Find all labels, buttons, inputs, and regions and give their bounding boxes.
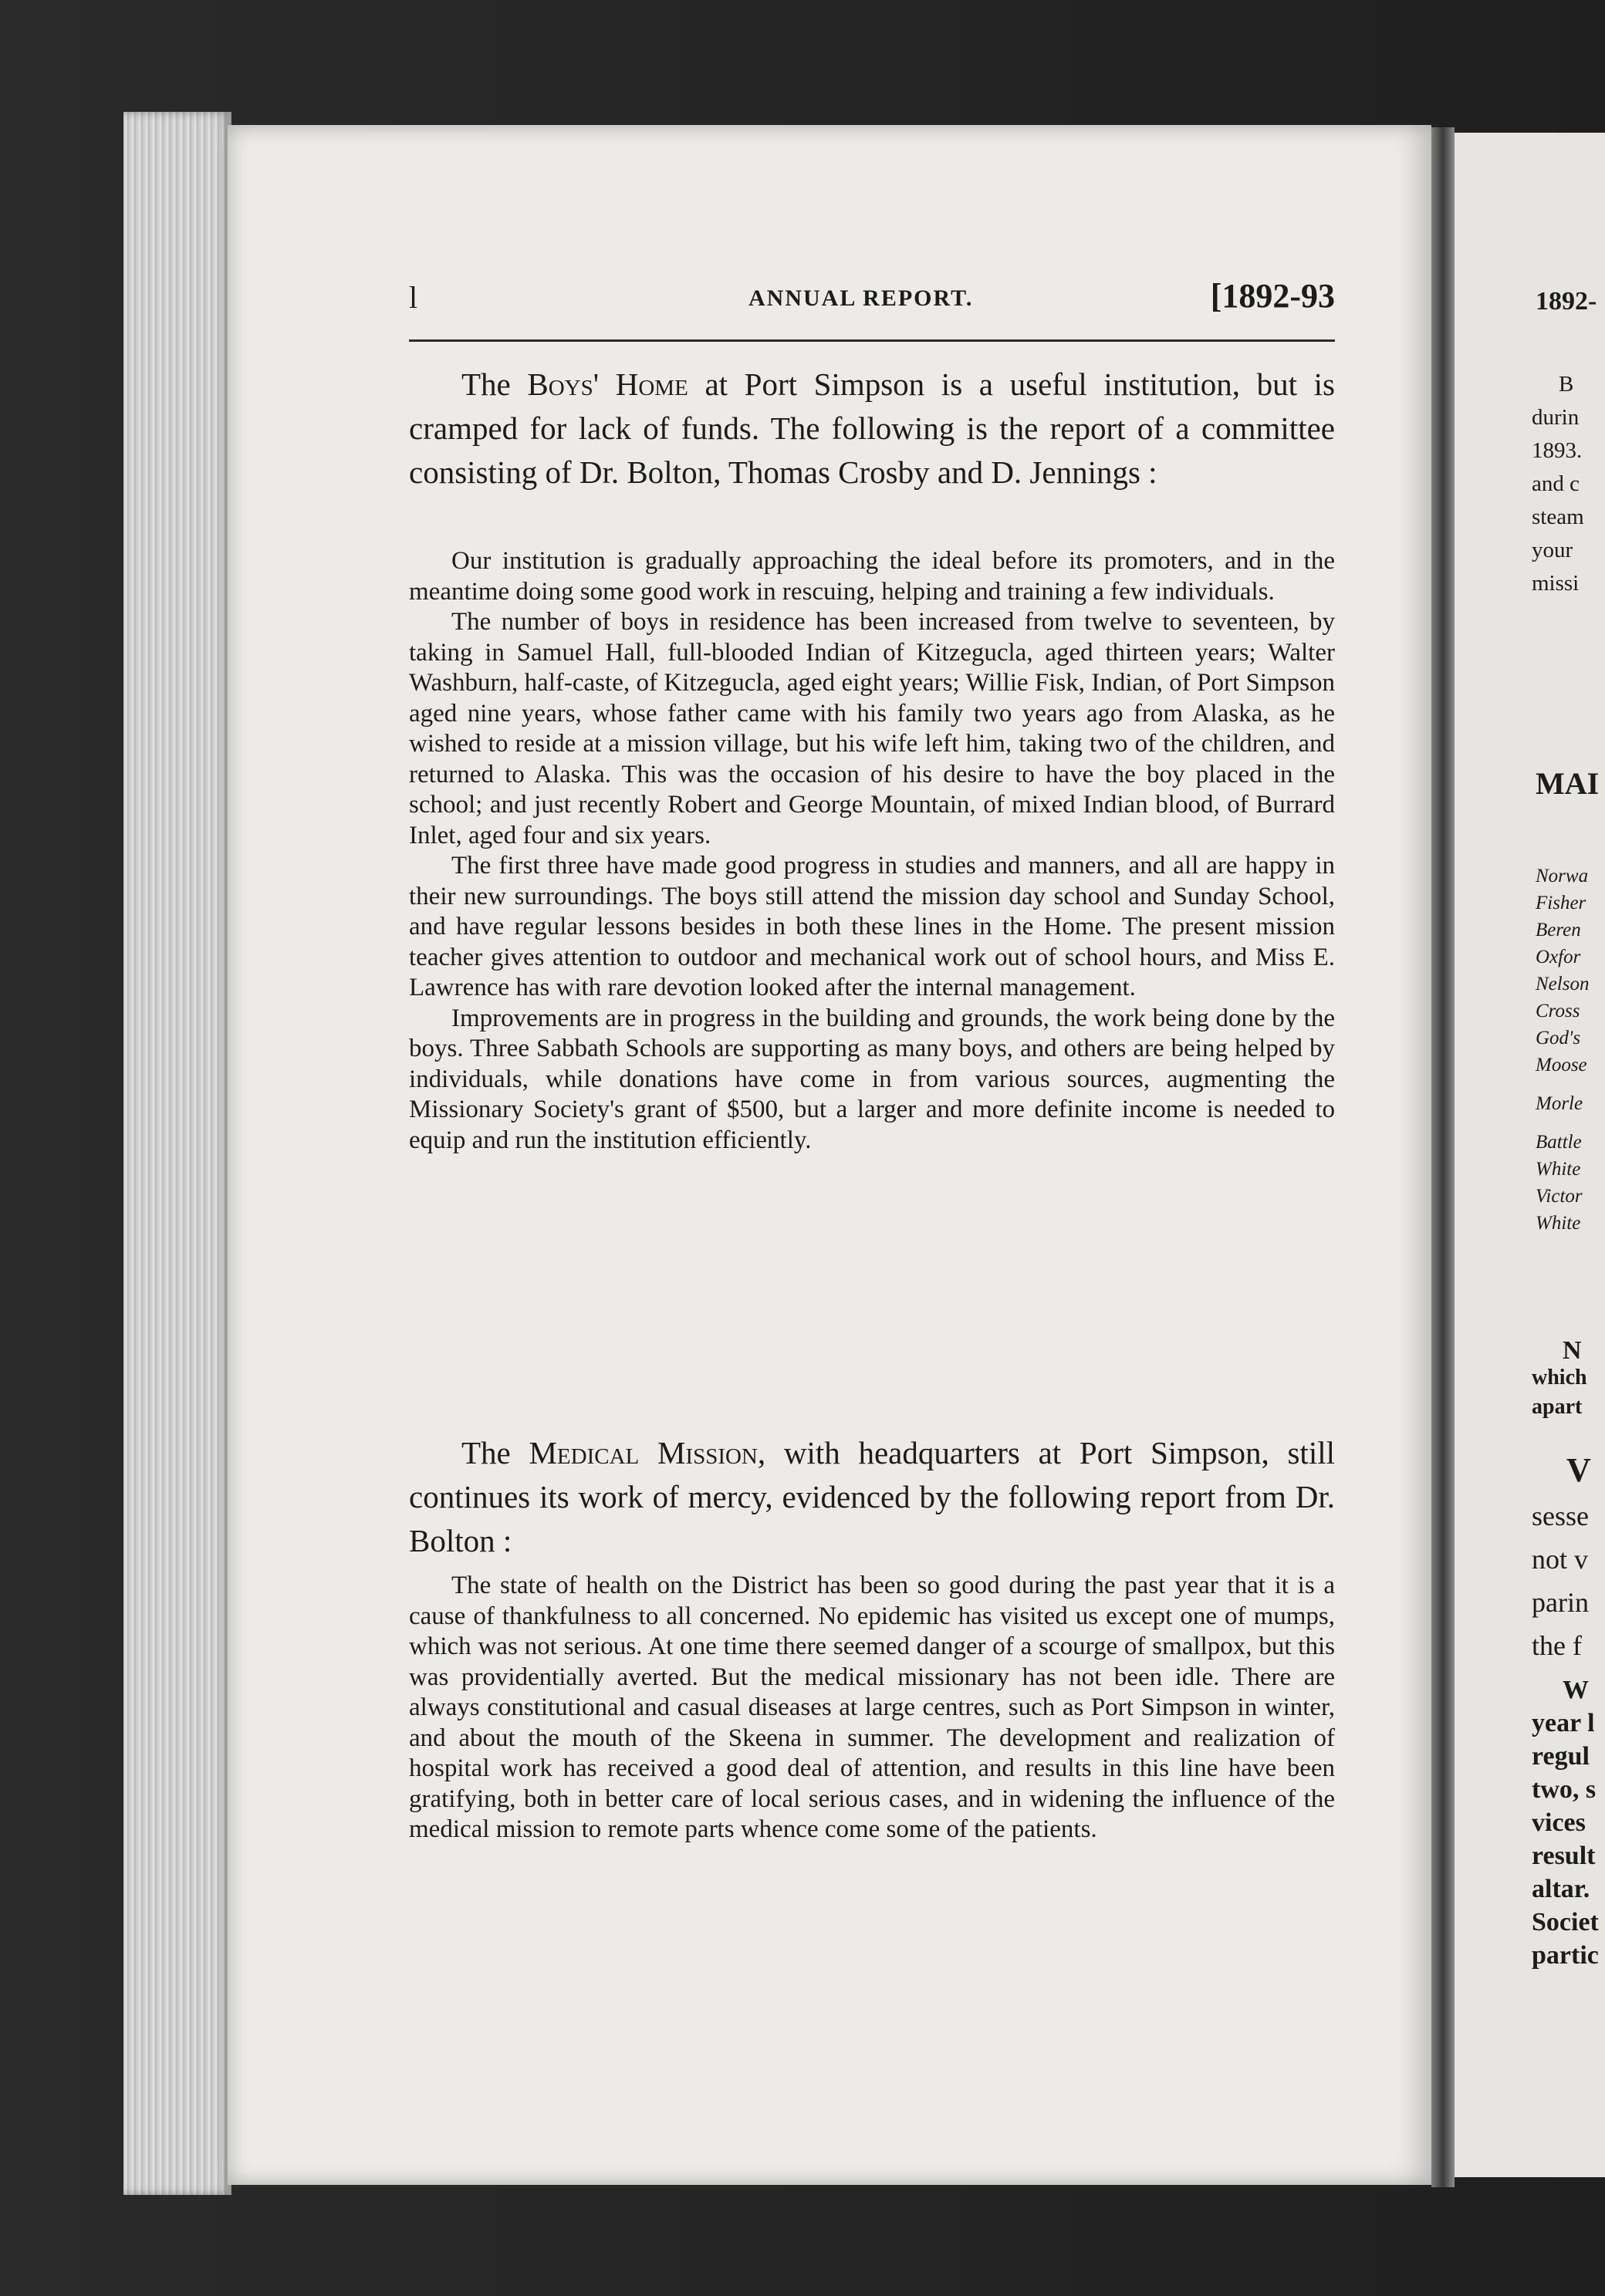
- text-fragment: parin: [1532, 1587, 1589, 1618]
- text-fragment: vices: [1532, 1808, 1586, 1837]
- text-fragment: altar.: [1532, 1875, 1590, 1903]
- section-heading: MAI: [1536, 766, 1600, 801]
- page-number: l: [409, 280, 418, 315]
- report-paragraph: The state of health on the District has been so good during the past year that it is a cause of thankfulness to all concerned. No epidemic has visited us except one of mumps, which was not serious. At one time there seemed danger of a scourge of smallpox, but this was providentially averted. But the medical missionary has not been idle. There are always constitutional and casual diseases at large centres, such as Port Simpson in winter, and about the mouth of the Skeena in summer. The development and realization of hospital work has received a good deal of attention, and results in this line have been gratifying, both in better care of local serious cases, and in widening the influence of the medical mission to remote parts whence come some of the patients.: [409, 1572, 1335, 1843]
- text-fragment: not v: [1532, 1544, 1589, 1575]
- text-fragment: durin: [1532, 405, 1580, 430]
- boys-home-intro: The Boys' Home at Port Simpson is a useful institution, but is cramped for lack of funds. The following is the report of a committee consisting of Dr. Bolton, Thomas Crosby and D. Jennings :: [409, 366, 1335, 490]
- boys-home-report: [409, 546, 1335, 1156]
- list-item: Nelson: [1536, 974, 1590, 994]
- text-fragment: the f: [1532, 1630, 1582, 1661]
- list-item: Moose: [1536, 1055, 1587, 1075]
- running-title: ANNUAL REPORT.: [748, 285, 974, 311]
- drop-letter: V: [1566, 1451, 1591, 1489]
- report-paragraph: Our institution is gradually approaching the ideal before its promoters, and in the meantime doing some good work in rescuing, helping and training a few individuals.: [409, 547, 1335, 606]
- text-fragment: partic: [1532, 1941, 1599, 1970]
- list-item: Battle: [1536, 1132, 1582, 1153]
- report-year: [1892-93: [1210, 277, 1335, 315]
- medical-mission-intro: The Medical Mission, with headquarters at Port Simpson, still continues its work of mercy, evidenced by the following report from Dr. Bolton :: [409, 1435, 1335, 1558]
- list-item: Victor: [1536, 1186, 1583, 1207]
- medical-mission-name: Medical Mission: [529, 1435, 758, 1470]
- list-item: Cross: [1536, 1001, 1580, 1021]
- list-item: White: [1536, 1159, 1581, 1180]
- list-item: Morle: [1536, 1093, 1583, 1114]
- text-fragment: 1893.: [1532, 438, 1583, 463]
- report-paragraph: Improvements are in progress in the building and grounds, the work being done by the boys. Three Sabbath Schools are supporting as many boys, and others are being helped by individuals, while donations have come in from various sources, augmenting the Missionary Society's grant of $500, but a larger and more definite income is needed to equip and run the institution efficiently.: [409, 1004, 1335, 1154]
- list-item: God's: [1536, 1028, 1581, 1048]
- list-item: White: [1536, 1213, 1581, 1234]
- text-fragment: two, s: [1532, 1775, 1597, 1804]
- list-item: Beren: [1536, 920, 1581, 940]
- right-page: [1455, 133, 1605, 2177]
- header-rule: [409, 339, 1335, 342]
- text-fragment: and c: [1532, 471, 1580, 496]
- text-fragment: result: [1532, 1842, 1596, 1870]
- text-fragment: W: [1563, 1676, 1589, 1704]
- text-fragment: sesse: [1532, 1501, 1589, 1531]
- book-page-edges: [123, 112, 231, 2195]
- medical-report: [409, 1571, 1335, 1845]
- boys-home-name: Boys' Home: [527, 366, 688, 402]
- text-fragment: your: [1532, 538, 1573, 562]
- list-item: Oxfor: [1536, 947, 1581, 967]
- text-fragment: which: [1532, 1366, 1587, 1389]
- text-fragment: regul: [1532, 1742, 1590, 1771]
- text-fragment: year l: [1532, 1709, 1595, 1737]
- right-page-header: 1892-: [1536, 287, 1597, 316]
- list-item: Fisher: [1536, 893, 1586, 913]
- report-paragraph: The first three have made good progress in studies and manners, and all are happy in their new surroundings. The boys still attend the mission day school and Sunday School, and have regular lessons besides in both these lines in the Home. The present mission teacher gives attention to outdoor and mechanical work out of school hours, and Miss E. Lawrence has with rare devotion looked after the internal management.: [409, 852, 1335, 1001]
- text-fragment: apart: [1532, 1395, 1583, 1419]
- book-gutter: [1431, 127, 1455, 2187]
- report-paragraph: The number of boys in residence has been increased from twelve to seventeen, by taking in Samuel Hall, full-blooded Indian of Kitzegucla, aged thirteen years; Walter Washburn, half-caste, of Kitzegucla, aged eight years; Willie Fisk, Indian, of Port Simpson aged nine years, whose father came with his family two years ago from Alaska, as he wished to reside at a mission village, but his wife left him, taking two of the children, and returned to Alaska. This was the occasion of his desire to have the boy placed in the school; and just recently Robert and George Mountain, of mixed Indian blood, of Burrard Inlet, aged four and six years.: [409, 608, 1335, 849]
- text-fragment: missi: [1532, 571, 1580, 596]
- text-fragment: steam: [1532, 505, 1584, 529]
- text-fragment: Societ: [1532, 1908, 1599, 1936]
- list-item: Norwa: [1536, 866, 1589, 886]
- text-fragment: N: [1563, 1336, 1582, 1365]
- text-fragment: B: [1559, 372, 1574, 397]
- page-header: [409, 279, 1335, 326]
